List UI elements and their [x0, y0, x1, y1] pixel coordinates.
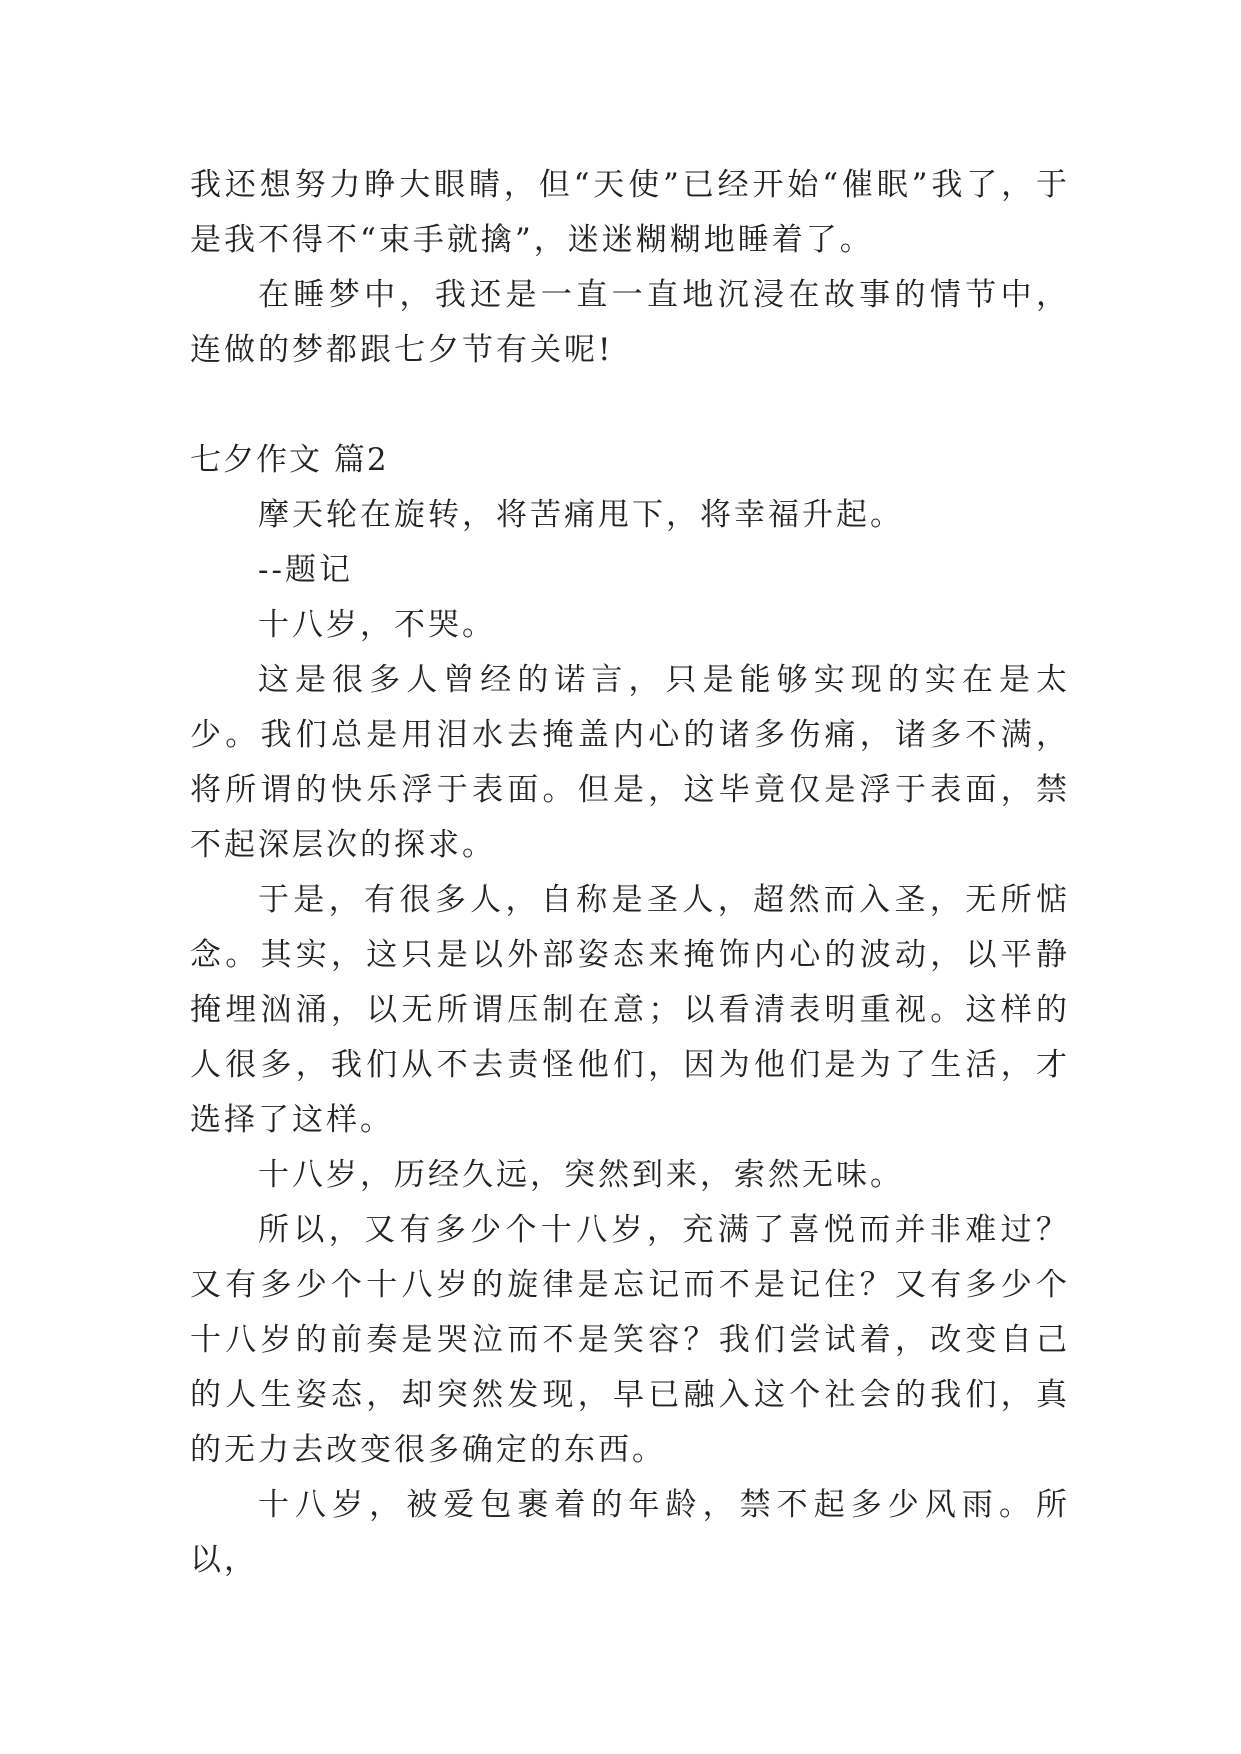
epigraph: 摩天轮在旋转，将苦痛甩下，将幸福升起。 — [258, 497, 904, 533]
paragraph: 这是很多人曾经的诺言，只是能够实现的实在是太少。我们总是用泪水去掩盖内心的诸多伤痛，诸多不满，将所谓的快乐浮于表面。但是，这毕竟仅是浮于表面，禁不起深层次的探求。 — [190, 662, 1070, 863]
section-heading: 七夕作文 篇2 — [190, 442, 389, 478]
paragraph-continued: 我还想努力睁大眼睛，但“天使”已经开始“催眠”我了，于是我不得不“束手就擒”，迷迷糊糊地睡着了。 — [190, 167, 1070, 258]
paragraph: 十八岁，不哭。 — [258, 607, 496, 643]
paragraph: 在睡梦中，我还是一直一直地沉浸在故事的情节中，连做的梦都跟七夕节有关呢! — [190, 277, 1070, 368]
epigraph-attribution: --题记 — [258, 552, 353, 588]
paragraph: 所以，又有多少个十八岁，充满了喜悦而并非难过？又有多少个十八岁的旋律是忘记而不是记住？又有多少个十八岁的前奏是哭泣而不是笑容？我们尝试着，改变自己的人生姿态，却突然发现，早已融入这个社会的我们，真的无力去改变很多确定的东西。 — [190, 1212, 1070, 1468]
paragraph: 于是，有很多人，自称是圣人，超然而入圣，无所惦念。其实，这只是以外部姿态来掩饰内心的波动，以平静掩埋汹涌，以无所谓压制在意；以看清表明重视。这样的人很多，我们从不去责怪他们，因为他们是为了生活，才选择了这样。 — [190, 882, 1070, 1138]
paragraph: 十八岁，被爱包裹着的年龄，禁不起多少风雨。所以， — [190, 1487, 1070, 1578]
paragraph: 十八岁，历经久远，突然到来，索然无味。 — [258, 1157, 904, 1193]
document-body — [190, 158, 1070, 1588]
section-gap — [190, 378, 1070, 433]
